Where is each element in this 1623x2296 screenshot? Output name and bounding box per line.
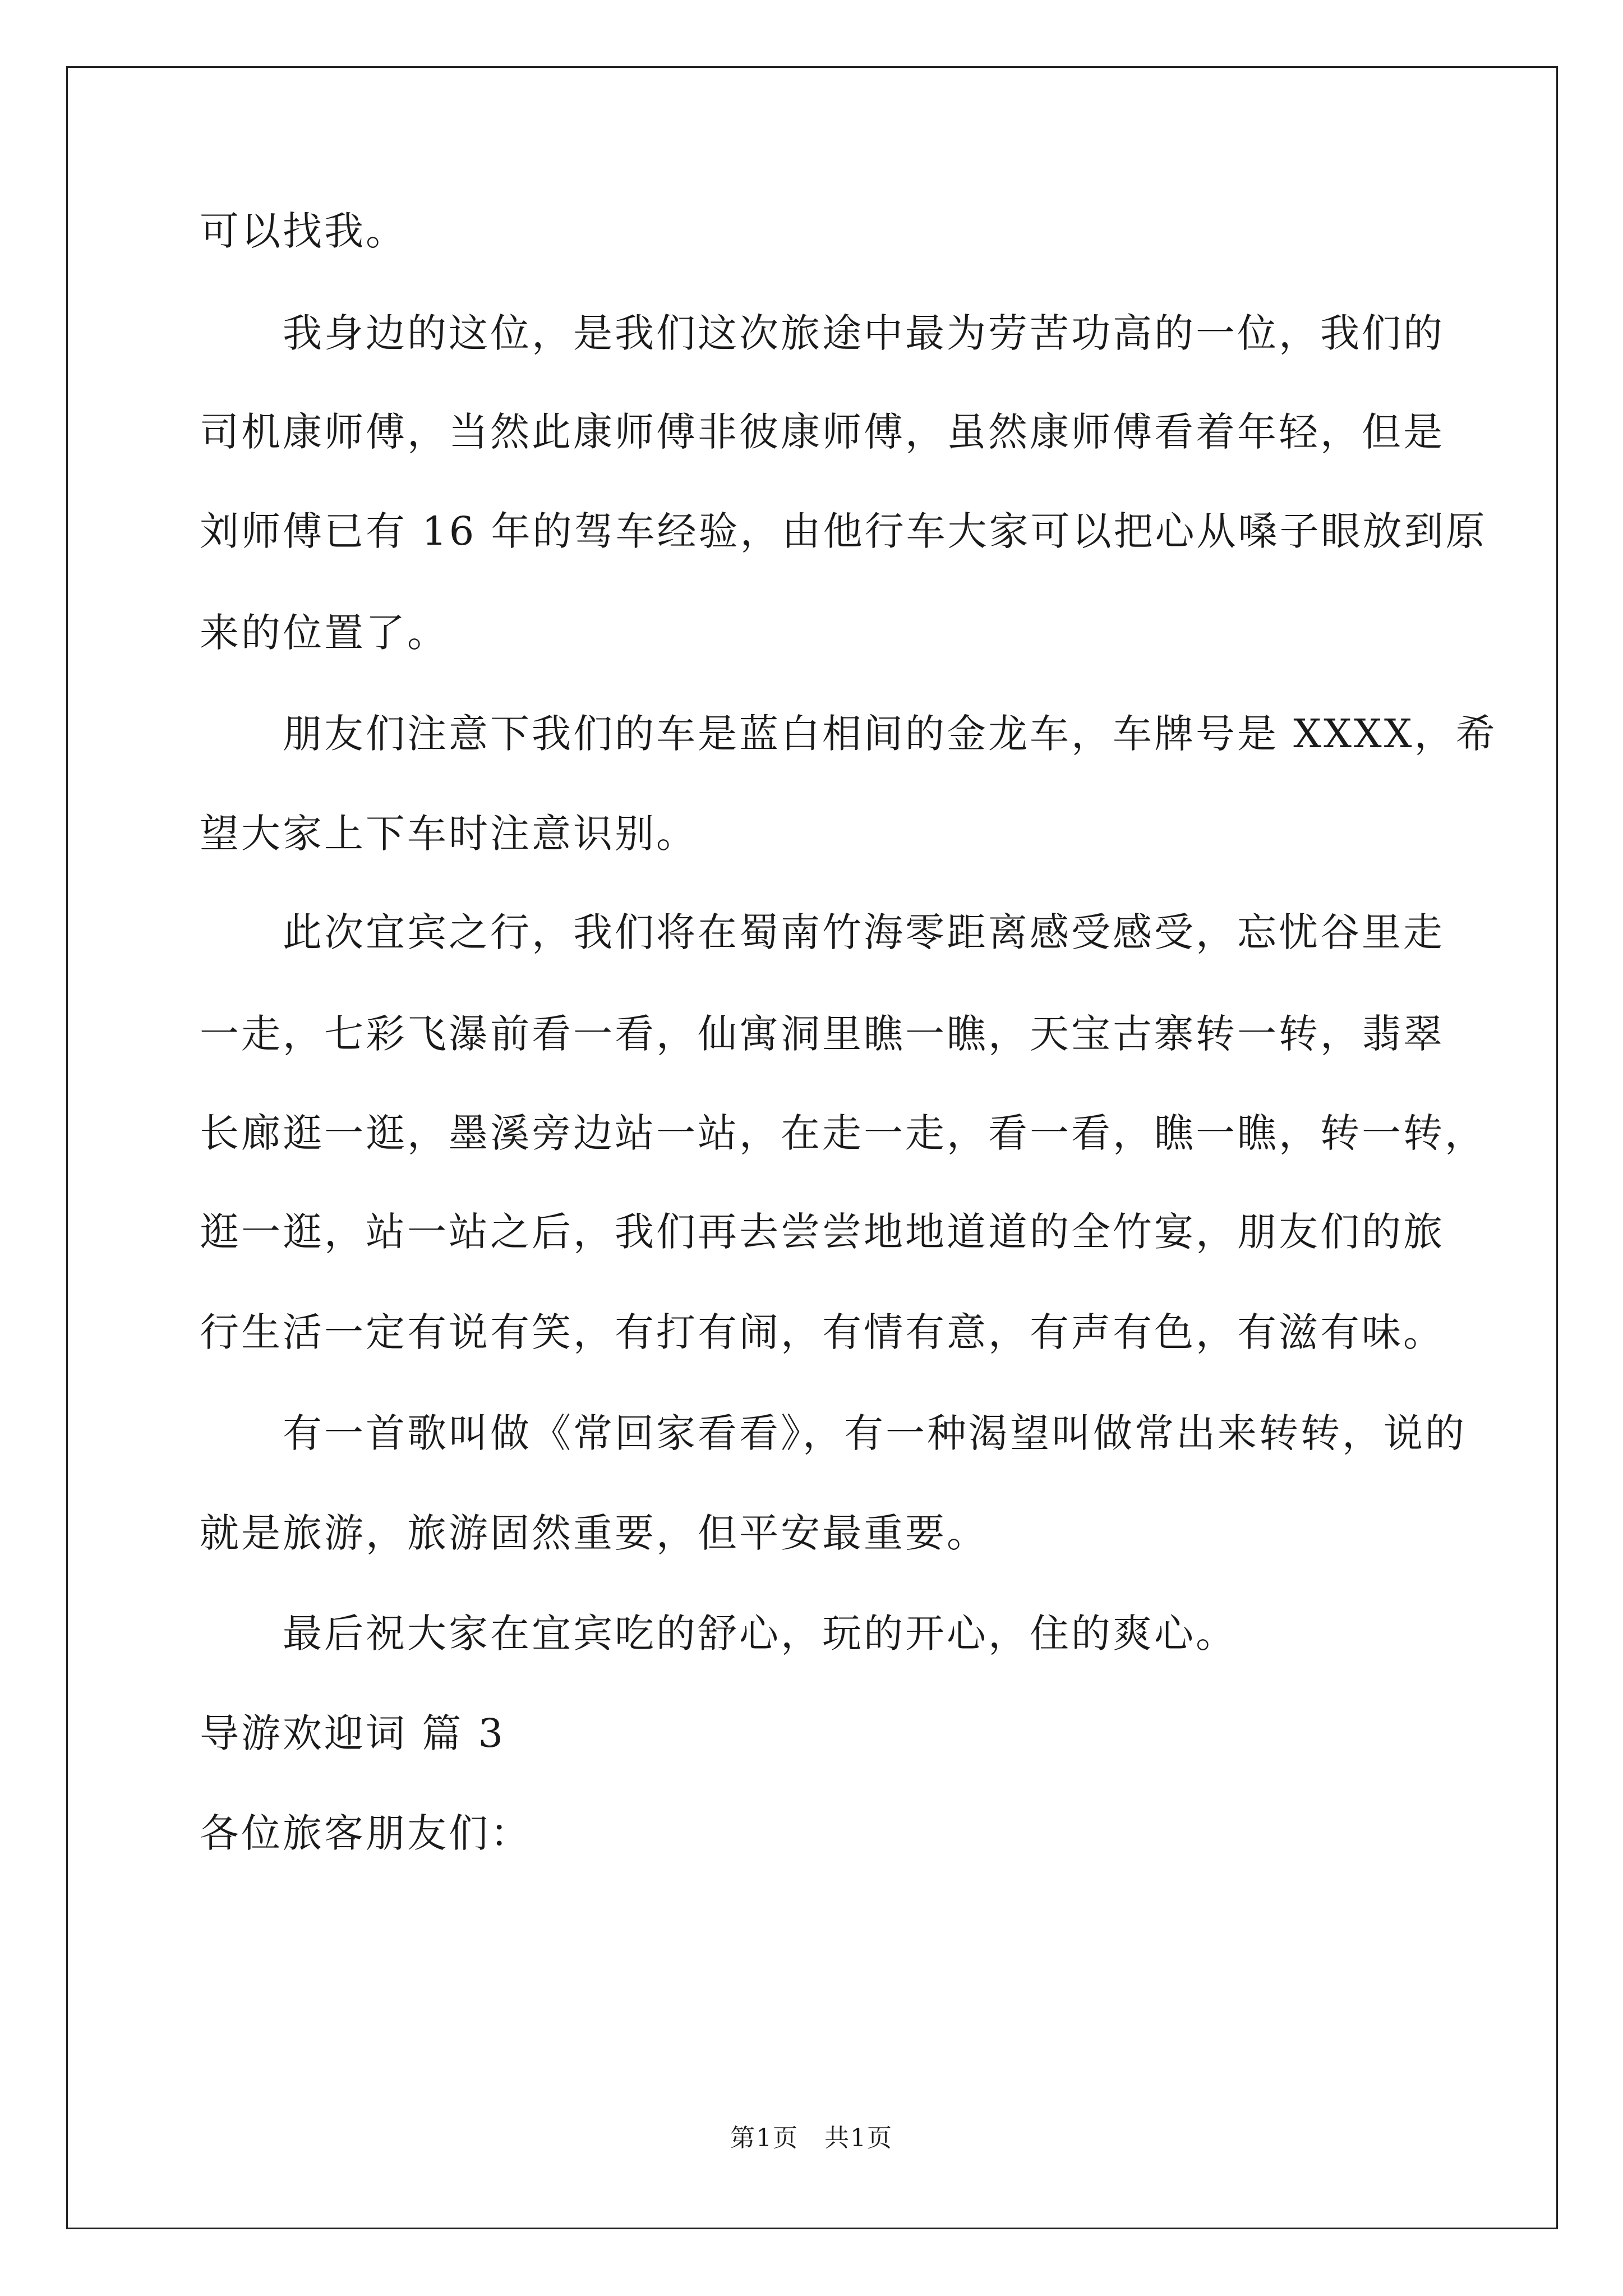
text-line: 望大家上下车时注意识别。: [200, 811, 698, 857]
paragraph-first-line: 我身边的这位，是我们这次旅途中最为劳苦功高的一位，我们的: [283, 310, 1445, 356]
text-line: 就是旅游，旅游固然重要，但平安最重要。: [200, 1510, 988, 1556]
paragraph-first-line: 朋友们注意下我们的车是蓝白相间的金龙车，车牌号是 XXXX，希: [283, 711, 1497, 757]
text-line: 来的位置了。: [200, 610, 449, 656]
page-number-footer: 第1页 共1页: [730, 2124, 893, 2152]
text-line: 可以找我。: [200, 208, 407, 254]
salutation-line: 各位旅客朋友们：: [200, 1810, 532, 1856]
text-line: 一走，七彩飞瀑前看一看，仙寓洞里瞧一瞧，天宝古寨转一转，翡翠: [200, 1011, 1445, 1057]
text-line: 刘师傅已有 16 年的驾车经验，由他行车大家可以把心从嗓子眼放到原: [200, 508, 1487, 554]
text-line: 逛一逛，站一站之后，我们再去尝尝地地道道的全竹宴，朋友们的旅: [200, 1209, 1445, 1255]
text-line: 行生活一定有说有笑，有打有闹，有情有意，有声有色，有滋有味。: [200, 1309, 1445, 1355]
text-line: 司机康师傅，当然此康师傅非彼康师傅，虽然康师傅看着年轻，但是: [200, 409, 1445, 455]
section-heading: 导游欢迎词 篇 3: [200, 1710, 506, 1756]
text-line: 长廊逛一逛，墨溪旁边站一站，在走一走，看一看，瞧一瞧，转一转，: [200, 1110, 1486, 1156]
paragraph-first-line: 有一首歌叫做《常回家看看》，有一种渴望叫做常出来转转，说的: [283, 1410, 1467, 1456]
paragraph-first-line: 此次宜宾之行，我们将在蜀南竹海零距离感受感受，忘忧谷里走: [283, 909, 1445, 955]
paragraph-first-line: 最后祝大家在宜宾吃的舒心，玩的开心，住的爽心。: [283, 1611, 1237, 1657]
